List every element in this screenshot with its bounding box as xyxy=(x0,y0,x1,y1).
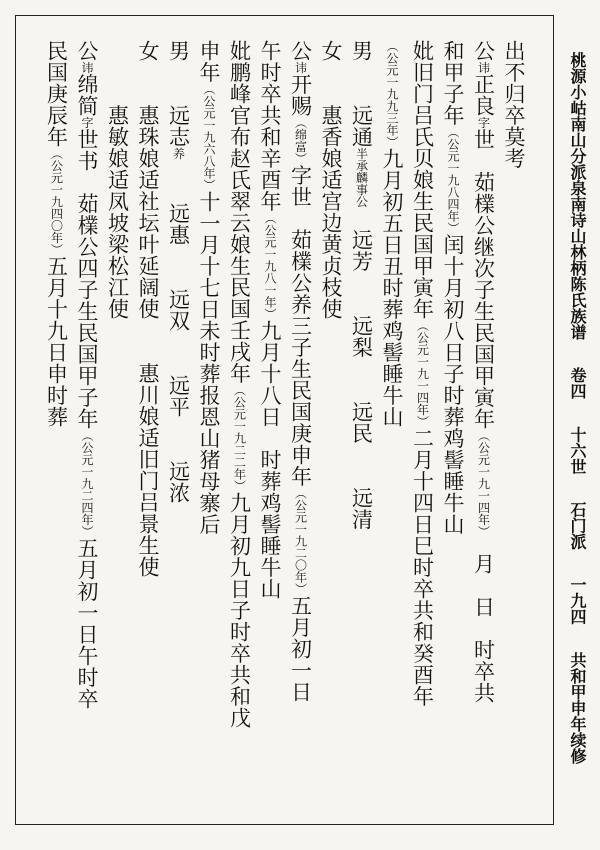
text-column xyxy=(409,40,437,820)
genealogy-title: 桃源小岵南山分派泉南诗山林柄陈氏族谱 xyxy=(568,52,587,340)
record-text: 出不归卒莫考 xyxy=(502,40,526,169)
record-text: 男 远志 xyxy=(166,40,191,148)
record-text: 五月初一日 xyxy=(288,595,313,703)
record-text: 公 xyxy=(288,40,313,62)
column-text xyxy=(165,40,193,504)
text-column xyxy=(134,40,162,820)
edition-label: 共和甲申年续修 xyxy=(568,651,587,764)
annotation-text: （公元一九六八年） xyxy=(202,83,216,191)
text-column xyxy=(470,40,498,820)
annotation-text: （绵富） xyxy=(293,116,308,165)
annotation-text: 字 xyxy=(80,116,94,129)
annotation-text: （公元一九二〇年） xyxy=(293,487,308,595)
annotation-text: 讳 xyxy=(293,61,308,74)
text-column xyxy=(287,40,315,820)
record-text: 和甲子年 xyxy=(441,40,465,126)
column-text xyxy=(195,40,223,535)
record-text: 五月十九日申时葬 xyxy=(44,255,69,428)
annotation-text: 讳 xyxy=(80,61,94,74)
record-text: 公 xyxy=(471,40,496,62)
column-text xyxy=(500,40,528,169)
annotation-text: （公元一九一四年） xyxy=(476,429,491,532)
text-column xyxy=(104,40,132,820)
record-text: 世 茹檏公养三子生民国庚申年 xyxy=(288,186,313,487)
annotation-text: 半承麟事公 xyxy=(354,147,369,208)
column-text xyxy=(287,40,315,703)
column-text xyxy=(470,40,498,704)
running-header xyxy=(563,52,591,764)
record-text: 妣鹏峰官布赵氏翠云娘生民国壬戌年 xyxy=(227,40,252,384)
record-text: 五月初一日午时卒 xyxy=(75,537,99,710)
record-text: 开赐 xyxy=(288,73,313,117)
annotation-text: （公元一九九三年） xyxy=(385,40,399,148)
record-text: 男 远通 xyxy=(349,40,374,148)
record-text: 十一月十七日未时葬报恩山猪母寨后 xyxy=(197,191,221,535)
text-column xyxy=(195,40,223,820)
column-text xyxy=(73,40,101,710)
column-text xyxy=(43,40,71,428)
annotation-text: （公元一九二四年） xyxy=(80,429,94,538)
text-column xyxy=(165,40,193,820)
text-column xyxy=(256,40,284,820)
generation-label: 十六世 xyxy=(568,426,587,475)
record-text: 字 xyxy=(288,164,313,186)
record-text: 闰十月初八日子时葬鸡髻睡牛山 xyxy=(441,234,465,535)
text-column xyxy=(500,40,528,820)
record-text: 远惠 远双 远平 远浓 xyxy=(166,159,191,504)
annotation-text: （公元一九八四年） xyxy=(446,126,460,234)
record-text: 九月初五日丑时葬鸡髻睡牛山 xyxy=(380,148,404,428)
record-text: 二月十四日巳时卒共和癸酉年 xyxy=(410,427,435,707)
record-text: 女 惠珠娘适社坛叶延阔使 惠川娘适旧门吕景生使 xyxy=(136,40,160,578)
text-column xyxy=(348,40,376,820)
column-text xyxy=(256,40,284,600)
annotation-text: （公元一九二二年） xyxy=(232,384,247,492)
column-text xyxy=(409,40,437,707)
annotation-text: （公元一九八一年） xyxy=(263,212,277,320)
record-text: 正良 xyxy=(471,73,496,117)
branch-label: 石门派 xyxy=(568,501,587,550)
text-column xyxy=(317,40,345,820)
volume-label: 卷四 xyxy=(568,367,587,400)
annotation-text: 字 xyxy=(476,116,491,129)
text-column xyxy=(73,40,101,820)
column-text xyxy=(226,40,254,729)
text-column xyxy=(226,40,254,820)
column-text xyxy=(439,40,467,535)
record-text: 九月初九日子时卒共和戊 xyxy=(227,492,252,729)
record-text: 绵简 xyxy=(75,73,99,117)
record-text: 申年 xyxy=(197,40,221,83)
annotation-text: 讳 xyxy=(476,61,491,74)
column-text xyxy=(348,40,376,530)
record-text: 惠敏娘适凤坡梁松江使 xyxy=(105,40,130,320)
column-text xyxy=(378,40,406,428)
record-text: 月 日 时卒共 xyxy=(471,531,496,704)
text-column xyxy=(439,40,467,820)
annotation-text: （公元一九一四年） xyxy=(415,319,430,428)
column-text xyxy=(104,40,132,320)
record-text: 世 茹檏公继次子生民国甲寅年 xyxy=(471,128,496,430)
record-text: 公 xyxy=(75,40,99,62)
record-text: 远芳 远梨 远民 远清 xyxy=(349,207,374,530)
column-text xyxy=(317,40,345,320)
record-text: 民国庚辰年 xyxy=(44,40,69,148)
column-text xyxy=(134,40,162,578)
annotation-text: （公元一九四〇年） xyxy=(49,147,64,256)
page-number: 一九四 xyxy=(568,576,587,625)
text-column xyxy=(378,40,406,820)
record-text: 九月十八日 时葬鸡髻睡牛山 xyxy=(258,320,282,600)
record-text: 世书 茹檏公四子生民国甲子年 xyxy=(75,128,99,430)
record-text: 女 惠香娘适宫边黄贞枝使 xyxy=(319,40,343,320)
record-text: 午时卒共和辛酉年 xyxy=(258,40,282,212)
record-text: 妣旧门吕氏贝娘生民国甲寅年 xyxy=(410,40,435,320)
text-column xyxy=(43,40,71,820)
annotation-text: 养 xyxy=(171,147,186,160)
